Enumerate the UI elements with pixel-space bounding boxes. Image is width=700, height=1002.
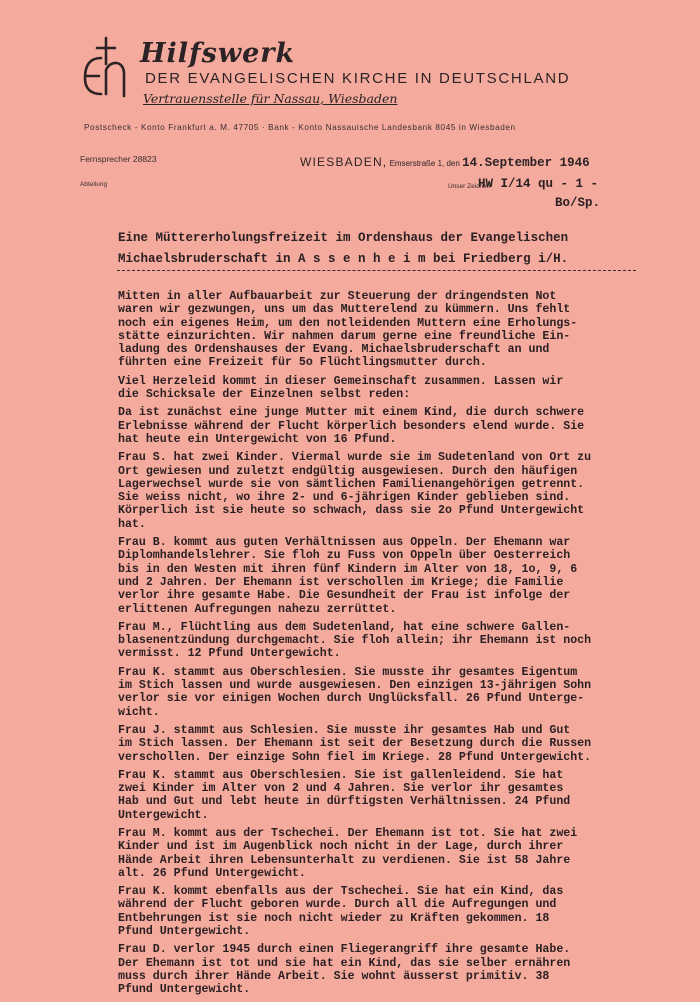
text-line: Untergewicht. bbox=[118, 808, 209, 822]
paragraph bbox=[118, 375, 640, 402]
paragraph bbox=[118, 451, 640, 531]
paragraph bbox=[118, 621, 640, 661]
text-line: vermisst. 12 Pfund Untergewicht. bbox=[118, 647, 341, 661]
text-line: verlor sie vor einigen Wochen durch Unglücksfall. 26 Pfund Unterge- bbox=[118, 692, 585, 706]
text-line: hat. bbox=[118, 517, 146, 531]
heading-divider bbox=[117, 270, 636, 271]
text-line: Lagerwechsel wurde sie von sämtlichen Familienangehörigen getrennt. bbox=[118, 477, 585, 491]
paragraph bbox=[118, 724, 640, 764]
paragraph bbox=[118, 406, 640, 446]
text-line: führten eine Freizeit für 5o Flüchtlingsmutter durch. bbox=[118, 356, 487, 370]
text-line: Pfund Untergewicht. bbox=[118, 983, 251, 997]
text-line: verlor ihre gesamte Habe. Die Gesundheit der Frau ist infolge der bbox=[118, 589, 571, 603]
text-line: Hab und Gut und lebt heute in dürftigsten Verhältnissen. 24 Pfund bbox=[118, 795, 571, 809]
reference-code: HW I/14 qu - 1 - bbox=[478, 177, 599, 191]
text-line: Mitten in aller Aufbauarbeit zur Steuerung der dringendsten Not bbox=[118, 290, 557, 303]
text-line: Frau S. hat zwei Kinder. Viermal wurde sie im Sudetenland von Ort zu bbox=[118, 451, 592, 465]
org-name: Hilfswerk bbox=[140, 38, 296, 69]
text-line: ladung des Ordenshauses der Evang. Michaelsbruderschaft an und bbox=[118, 343, 550, 357]
text-line: stätte einzurichten. Wir nahmen darum gerne eine freundliche Ein- bbox=[118, 329, 571, 343]
text-line: muss durch ihrer Hände Arbeit. Sie wohnt äusserst primitiv. 38 bbox=[118, 969, 550, 983]
text-line: hat heute ein Untergewicht von 16 Pfund. bbox=[118, 432, 397, 446]
text-line: waren wir gezwungen, uns um das Mutterelend zu kümmern. Uns fehlt bbox=[118, 303, 571, 317]
text-line: wicht. bbox=[118, 705, 160, 719]
text-line: alt. 26 Pfund Untergewicht. bbox=[118, 866, 306, 880]
paragraph bbox=[118, 943, 640, 996]
text-line: während der Flucht geboren wurde. Durch all die Aufregungen und bbox=[118, 898, 557, 912]
reference-initials: Bo/Sp. bbox=[555, 196, 601, 210]
text-line: Frau K. kommt ebenfalls aus der Tschechei. Sie hat ein Kind, das bbox=[118, 885, 564, 899]
text-line: Frau M., Flüchtling aus dem Sudetenland, hat eine schwere Gallen- bbox=[118, 620, 571, 634]
abteilung-label: Abteilung bbox=[80, 181, 108, 188]
text-line: Erlebnisse während der Flucht körperlich besonders elend wurde. Sie bbox=[118, 419, 585, 433]
street: Emserstraße 1, den bbox=[387, 159, 463, 168]
heading-line-1: Eine Müttererholungsfreizeit im Ordenshaus der Evangelischen bbox=[118, 231, 569, 245]
text-line: Sie weiss nicht, wo ihre 2- und 6-jährigen Kinder geblieben sind. bbox=[118, 491, 571, 505]
paragraph bbox=[118, 536, 640, 616]
letter-body bbox=[118, 290, 640, 1002]
text-line: im Stich lassen. Der Ehemann ist seit der Besetzung durch die Russen bbox=[118, 737, 592, 751]
text-line: Kinder und ist im Augenblick noch nicht in der Lage, durch ihrer bbox=[118, 840, 564, 854]
text-line: verschollen. Der einzige Sohn fiel im Kriege. 28 Pfund Untergewicht. bbox=[118, 750, 592, 764]
city: WIESBADEN, bbox=[300, 155, 388, 169]
text-line: Ort gewiesen und zuletzt endgültig ausgewiesen. Durch den häufigen bbox=[118, 464, 578, 478]
paragraph bbox=[118, 885, 640, 938]
letter-heading bbox=[118, 228, 638, 270]
text-line: bis in den Westen mit ihren fünf Kindern im Alter von 18, 1o, 9, 6 bbox=[118, 562, 578, 576]
text-line: Körperlich ist sie heute so schwach, dass sie 2o Pfund Untergewicht bbox=[118, 504, 585, 518]
letter-date: 14.September 1946 bbox=[462, 156, 590, 170]
phone-number: Fernsprecher 28823 bbox=[80, 154, 157, 164]
text-line: Frau K. stammt aus Oberschlesien. Sie ist gallenleidend. Sie hat bbox=[118, 768, 564, 782]
text-line: zwei Kinder im Alter von 2 und 4 Jahren. Sie verlor ihr gesamtes bbox=[118, 782, 564, 796]
text-line: Hände Arbeit ihren Lebensunterhalt zu verdienen. Sie ist 58 Jahre bbox=[118, 853, 571, 867]
text-line: und 2 Jahren. Der Ehemann ist verschollen im Kriege; die Familie bbox=[118, 575, 564, 589]
text-line: Frau M. kommt aus der Tschechei. Der Ehemann ist tot. Sie hat zwei bbox=[118, 826, 578, 840]
paragraph bbox=[118, 290, 640, 370]
text-line: Viel Herzeleid kommt in dieser Gemeinschaft zusammen. Lassen wir bbox=[118, 374, 564, 388]
text-line: noch ein eigenes Heim, um den notleidenden Muttern eine Erholungs- bbox=[118, 316, 578, 330]
text-line: im Stich lassen und wurde ausgewiesen. Den einzigen 13-jährigen Sohn bbox=[118, 679, 592, 693]
text-line: Frau B. kommt aus guten Verhältnissen aus Oppeln. Der Ehemann war bbox=[118, 536, 571, 550]
text-line: Frau D. verlor 1945 durch einen Fliegerangriff ihre gesamte Habe. bbox=[118, 943, 571, 957]
paragraph bbox=[118, 827, 640, 880]
text-line: Diplomhandelslehrer. Sie floh zu Fuss von Oppeln über Oesterreich bbox=[118, 549, 571, 563]
text-line: Frau J. stammt aus Schlesien. Sie musste ihr gesamtes Hab und Gut bbox=[118, 723, 571, 737]
place-date-line bbox=[300, 153, 590, 171]
paragraph bbox=[118, 769, 640, 822]
text-line: erlittenen Aufregungen nahezu zerrüttet. bbox=[118, 602, 397, 616]
text-line: Pfund Untergewicht. bbox=[118, 925, 251, 939]
text-line: Der Ehemann ist tot und sie hat ein Kind, das sie selber ernähren bbox=[118, 956, 571, 970]
reference-label: Unser Zeichen bbox=[448, 183, 491, 190]
text-line: die Schicksale der Einzelnen selbst reden: bbox=[118, 388, 411, 402]
text-line: Frau K. stammt aus Oberschlesien. Sie musste ihr gesamtes Eigentum bbox=[118, 665, 578, 679]
org-subtitle: DER EVANGELISCHEN KIRCHE IN DEUTSCHLAND bbox=[145, 70, 571, 87]
text-line: Entbehrungen ist sie noch nicht wieder zu Kräften gekommen. 18 bbox=[118, 911, 550, 925]
office-name: Vertrauensstelle für Nassau, Wiesbaden bbox=[143, 91, 398, 106]
text-line: Da ist zunächst eine junge Mutter mit einem Kind, die durch schwere bbox=[118, 406, 585, 420]
bank-details: Postscheck - Konto Frankfurt a. M. 47705 · Bank - Konto Nassauische Landesbank 8045 in Wiesbaden bbox=[84, 123, 516, 132]
text-line: blasenentzündung durchgemacht. Sie floh allein; ihr Ehemann ist noch bbox=[118, 634, 592, 648]
hilfswerk-cross-logo-icon bbox=[82, 36, 128, 98]
paragraph bbox=[118, 666, 640, 719]
heading-line-2: Michaelsbruderschaft in A s s e n h e i m bei Friedberg i/H. bbox=[118, 252, 569, 266]
